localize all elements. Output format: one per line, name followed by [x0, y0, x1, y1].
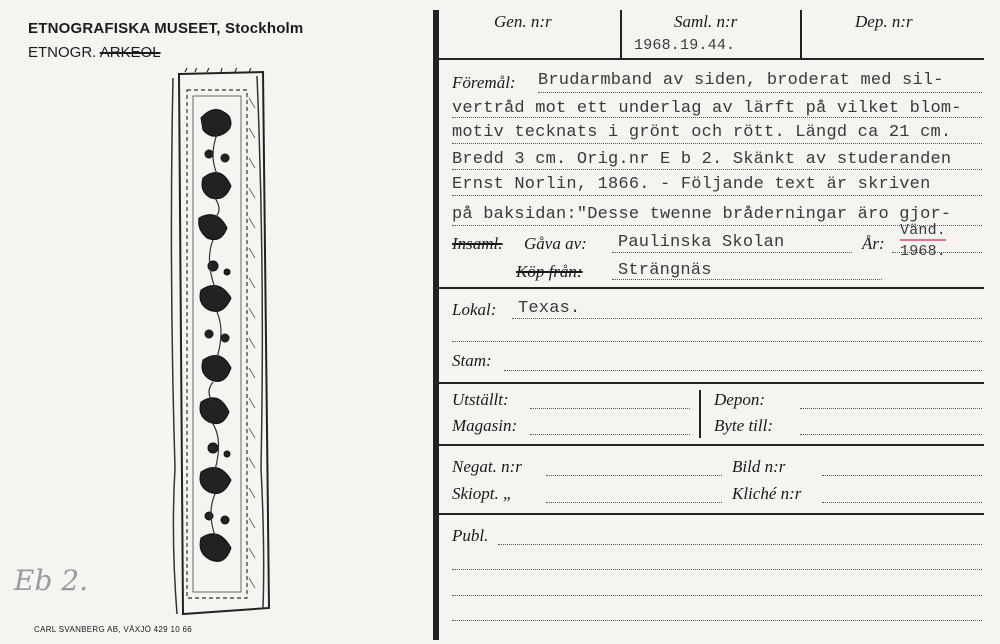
kop-value: Strängnäs [618, 261, 712, 280]
ar-rule [892, 252, 982, 253]
header-bottom-rule [436, 58, 984, 60]
foremal-line-3: motiv tecknats i grönt och rött. Längd ca 21 cm. [452, 123, 952, 142]
stam-label: Stam: [452, 351, 492, 370]
foremal-rule-2 [452, 117, 982, 118]
gava-rule [612, 252, 852, 253]
gava-label: Gåva av: [524, 234, 587, 253]
form-left-border [433, 10, 439, 640]
lokal-rule [512, 318, 982, 319]
ar-value: 1968. [900, 243, 947, 260]
foremal-line-4: Bredd 3 cm. Orig.nr E b 2. Skänkt av studeranden [452, 150, 952, 169]
utstallt-rule [530, 408, 690, 409]
department-prefix: ETNOGR. [28, 44, 97, 61]
bild-rule [822, 475, 982, 476]
department-struck: ARKEOL [99, 44, 161, 61]
stam-rule [504, 370, 982, 371]
byte-rule [800, 434, 982, 435]
depon-label: Depon: [714, 390, 765, 409]
rule-after-magasin [436, 444, 984, 446]
dep-label: Dep. n:r [855, 12, 913, 31]
magasin-label: Magasin: [452, 416, 518, 435]
gen-label: Gen. n:r [494, 12, 552, 31]
saml-label: Saml. n:r [674, 12, 738, 31]
kop-label: Köp från: [516, 262, 583, 281]
foremal-rule-3 [452, 143, 982, 144]
publ-rule-2 [452, 569, 982, 570]
depon-rule [800, 408, 982, 409]
publ-label: Publ. [452, 526, 489, 545]
kop-rule [612, 279, 882, 280]
negat-label: Negat. n:r [452, 457, 522, 476]
skiopt-rule [546, 502, 722, 503]
skiopt-label: Skiopt. „ [452, 484, 513, 503]
gava-value: Paulinska Skolan [618, 233, 785, 252]
foremal-rule-4 [452, 169, 982, 170]
rule-after-skiopt [436, 513, 984, 515]
armband-drawing [165, 68, 280, 620]
bild-label: Bild n:r [732, 457, 786, 476]
foremal-line-6: på baksidan:"Desse twenne bråderningar äro gjor- [452, 205, 952, 224]
lokal-rule-2 [452, 341, 982, 342]
foremal-line-1: Brudarmband av siden, broderat med sil- [538, 71, 944, 90]
foremal-rule-1 [538, 92, 982, 93]
ar-label: År: [862, 234, 885, 253]
printer-imprint: CARL SVANBERG AB, VÄXJÖ 429 10 66 [34, 625, 192, 634]
handwritten-eb2: Eb 2. [14, 564, 88, 597]
utstallt-label: Utställt: [452, 390, 509, 409]
negat-rule [546, 475, 722, 476]
foremal-rule-5 [452, 195, 982, 196]
foremal-line-5: Ernst Norlin, 1866. - Följande text är skriven [452, 175, 931, 194]
saml-number: 1968.19.44. [634, 37, 736, 54]
publ-rule-1 [498, 544, 982, 545]
publ-rule-4 [452, 620, 982, 621]
insaml-label: Insaml. [452, 234, 503, 253]
magasin-rule [530, 434, 690, 435]
lokal-value: Texas. [518, 299, 581, 318]
rule-after-kop [436, 287, 984, 289]
header-divider-1 [620, 10, 622, 58]
vand-note: Vänd. [900, 222, 947, 239]
utstallt-divider [699, 390, 701, 438]
rule-after-stam [436, 382, 984, 384]
kliche-label: Kliché n:r [732, 484, 802, 503]
department-line [28, 44, 161, 61]
lokal-label: Lokal: [452, 300, 497, 319]
foremal-label: Föremål: [452, 73, 516, 92]
header-divider-2 [800, 10, 802, 58]
byte-label: Byte till: [714, 416, 774, 435]
kliche-rule [822, 502, 982, 503]
museum-name: ETNOGRAFISKA MUSEET, Stockholm [28, 20, 304, 37]
publ-rule-3 [452, 595, 982, 596]
foremal-line-2: vertråd mot ett underlag av lärft på vilket blom- [452, 99, 962, 118]
